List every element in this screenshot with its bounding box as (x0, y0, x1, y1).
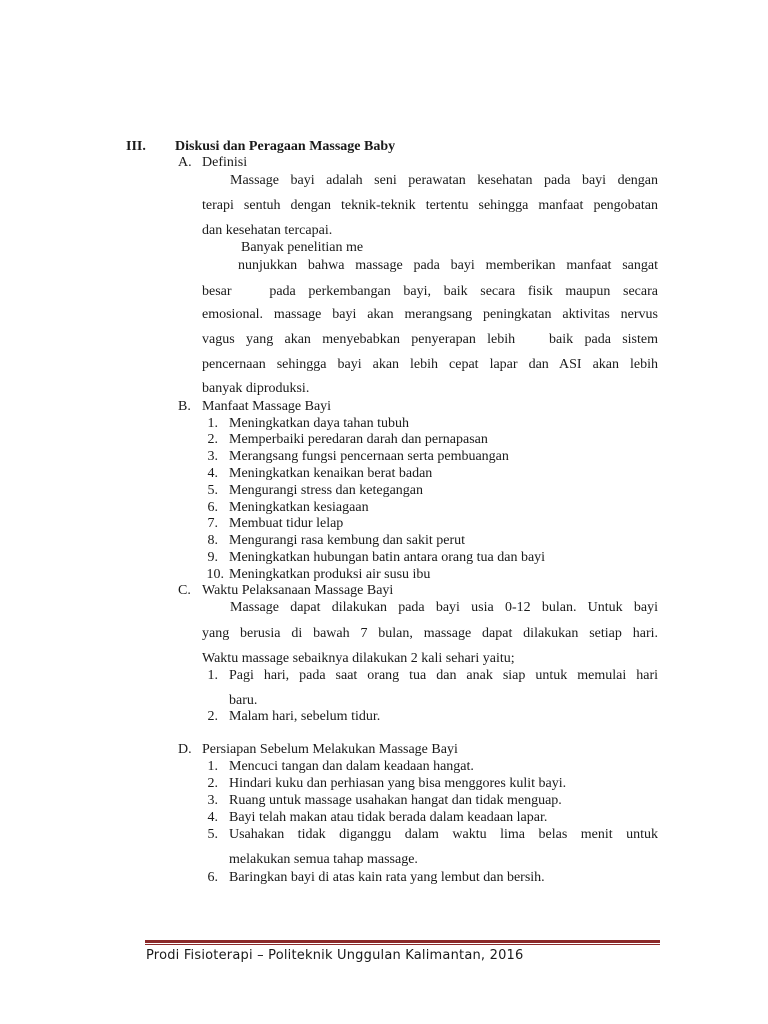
list-item: Meningkatkan kesiagaan (229, 500, 369, 515)
list-item: Memperbaiki peredaran darah dan pernapasan (229, 432, 488, 447)
list-item: Mengurangi stress dan ketegangan (229, 483, 423, 498)
list-item-number: 4. (207, 466, 218, 481)
list-item-number: 9. (207, 550, 218, 565)
footer-rule-thin (145, 944, 660, 945)
list-item: Pagi hari, pada saat orang tua dan anak siap untuk memulai hari (229, 668, 658, 683)
section-number: III. (126, 139, 146, 154)
paragraph2-line-5: vagus yang akan menyebabkan penyerapan lebih baik pada sistem (202, 332, 658, 347)
list-item: Meningkatkan kenaikan berat badan (229, 466, 433, 481)
list-item-number: 4. (207, 810, 218, 825)
paragraph2-line-6: pencernaan sehingga bayi akan lebih cepat lapar dan ASI akan lebih (202, 357, 658, 372)
list-item: Meningkatkan hubungan batin antara orang tua dan bayi (229, 550, 546, 565)
subsection-d-heading: Persiapan Sebelum Melakukan Massage Bayi (202, 742, 458, 757)
list-item-number: 10. (206, 567, 224, 582)
subsection-b-letter: B. (178, 399, 191, 414)
list-item: Usahakan tidak diganggu dalam waktu lima belas menit untuk (229, 827, 658, 842)
timing-line-3: Waktu massage sebaiknya dilakukan 2 kali sehari yaitu; (202, 651, 515, 666)
subsection-c-heading: Waktu Pelaksanaan Massage Bayi (202, 583, 394, 598)
list-item-number: 5. (207, 827, 218, 842)
definition-line-3: dan kesehatan tercapai. (202, 223, 333, 238)
list-item-number: 5. (207, 483, 218, 498)
list-item-number: 2. (207, 432, 218, 447)
list-item: Baringkan bayi di atas kain rata yang lembut dan bersih. (229, 870, 545, 885)
subsection-c-letter: C. (178, 583, 191, 598)
subsection-d-letter: D. (178, 742, 192, 757)
list-item-number: 7. (207, 516, 218, 531)
list-item-number: 6. (207, 870, 218, 885)
list-item: Merangsang fungsi pencernaan serta pembuangan (229, 449, 509, 464)
list-item: Membuat tidur lelap (229, 516, 344, 531)
list-item: Meningkatkan daya tahan tubuh (229, 416, 410, 431)
definition-line-1: Massage bayi adalah seni perawatan kesehatan pada bayi dengan (230, 173, 658, 188)
subsection-b-heading: Manfaat Massage Bayi (202, 399, 332, 414)
list-item-number: 2. (207, 709, 218, 724)
list-item-number: 6. (207, 500, 218, 515)
paragraph2-line-3: besar pada perkembangan bayi, baik secara fisik maupun secara (202, 284, 658, 299)
timing-line-2: yang berusia di bawah 7 bulan, massage dapat dilakukan setiap hari. (202, 626, 658, 641)
list-item-number: 1. (207, 759, 218, 774)
list-item: Mencuci tangan dan dalam keadaan hangat. (229, 759, 474, 774)
list-item: Malam hari, sebelum tidur. (229, 709, 381, 724)
list-item: Ruang untuk massage usahakan hangat dan tidak menguap. (229, 793, 562, 808)
timing-line-1: Massage dapat dilakukan pada bayi usia 0-12 bulan. Untuk bayi (230, 600, 658, 615)
section-title: Diskusi dan Peragaan Massage Baby (175, 139, 396, 154)
list-item: Bayi telah makan atau tidak berada dalam keadaan lapar. (229, 810, 548, 825)
list-item: Mengurangi rasa kembung dan sakit perut (229, 533, 465, 548)
list-item-number: 1. (207, 416, 218, 431)
footer-text: Prodi Fisioterapi – Politeknik Unggulan Kalimantan, 2016 (146, 948, 524, 963)
definition-line-2: terapi sentuh dengan teknik-teknik tertentu sehingga manfaat pengobatan (202, 198, 658, 213)
list-item: Hindari kuku dan perhiasan yang bisa menggores kulit bayi. (229, 776, 567, 791)
paragraph2-line-2: nunjukkan bahwa massage pada bayi memberikan manfaat sangat (238, 258, 658, 273)
subsection-a-letter: A. (178, 155, 192, 170)
footer-rule-thick (145, 940, 660, 943)
list-item-continuation: baru. (229, 693, 258, 708)
list-item-number: 2. (207, 776, 218, 791)
subsection-a-heading: Definisi (202, 155, 248, 170)
paragraph2-line-1: Banyak penelitian me (241, 240, 364, 255)
list-item: Meningkatkan produksi air susu ibu (229, 567, 431, 582)
list-item-number: 8. (207, 533, 218, 548)
paragraph2-line-7: banyak diproduksi. (202, 381, 310, 396)
list-item-number: 1. (207, 668, 218, 683)
list-item-number: 3. (207, 793, 218, 808)
list-item-continuation: melakukan semua tahap massage. (229, 852, 418, 867)
paragraph2-line-4: emosional. massage bayi akan merangsang peningkatan aktivitas nervus (202, 307, 658, 322)
list-item-number: 3. (207, 449, 218, 464)
